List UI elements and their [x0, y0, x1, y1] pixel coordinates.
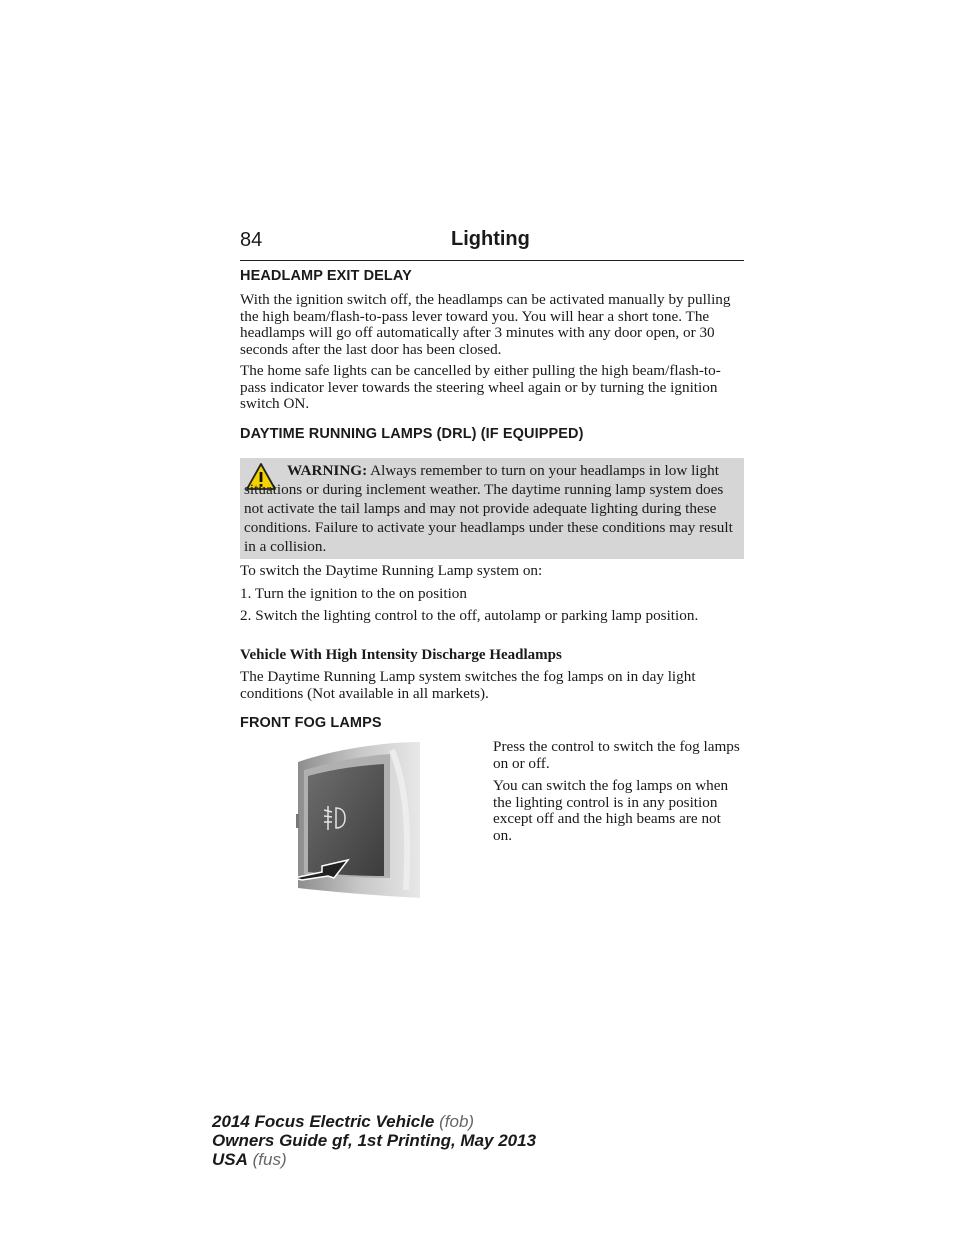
footer-guide: Owners Guide gf, 1st Printing, May 2013	[212, 1131, 537, 1150]
paragraph: The home safe lights can be cancelled by either pulling the high beam/flash-to-pass indicator lever towards the steering wheel again or by turning the ignition switch ON.	[240, 362, 721, 413]
paragraph: The Daytime Running Lamp system switches the fog lamps on in day light conditions (Not available in all markets).	[240, 668, 696, 702]
fog-lamp-control-illustration	[292, 740, 428, 900]
page-number: 84	[240, 229, 263, 251]
footer-market-code: (fus)	[247, 1150, 287, 1169]
section-heading-headlamp-exit-delay: HEADLAMP EXIT DELAY	[240, 268, 412, 284]
paragraph: To switch the Daytime Running Lamp system on:	[240, 562, 543, 579]
warning-box	[240, 458, 744, 559]
list-item: 1. Turn the ignition to the on position	[240, 585, 467, 602]
section-heading-drl: DAYTIME RUNNING LAMPS (DRL) (IF EQUIPPED)	[240, 426, 584, 442]
paragraph: You can switch the fog lamps on when the lighting control is in any position except off and the high beams are not on.	[493, 777, 729, 844]
page-title: Lighting	[451, 228, 530, 250]
paragraph: With the ignition switch off, the headlamps can be activated manually by pulling the high beam/flash-to-pass lever toward you. You will hear a short tone. The headlamps will go off automatically after 3 minutes with any door open, or 30 seconds after the last door has been closed.	[240, 291, 731, 358]
footer-vehicle: 2014 Focus Electric Vehicle	[212, 1112, 435, 1131]
warning-label: WARNING:	[287, 462, 368, 479]
warning-body: Always remember to turn on your headlamps in low light situations or during inclement weather. The daytime running lamp system does not activate the tail lamps and may not provide adequate lighting during these conditions. Failure to activate your headlamps under these conditions may result in a collision.	[244, 462, 733, 555]
section-heading-front-fog-lamps: FRONT FOG LAMPS	[240, 715, 382, 731]
document-footer	[212, 1112, 536, 1169]
list-item: 2. Switch the lighting control to the off, autolamp or parking lamp position.	[240, 607, 699, 624]
paragraph: Press the control to switch the fog lamps on or off.	[493, 738, 740, 772]
subheading-hid-headlamps: Vehicle With High Intensity Discharge Headlamps	[240, 647, 562, 663]
footer-code: (fob)	[434, 1112, 475, 1131]
warning-text	[244, 461, 742, 556]
footer-market: USA	[212, 1150, 248, 1169]
page-header	[240, 228, 744, 261]
